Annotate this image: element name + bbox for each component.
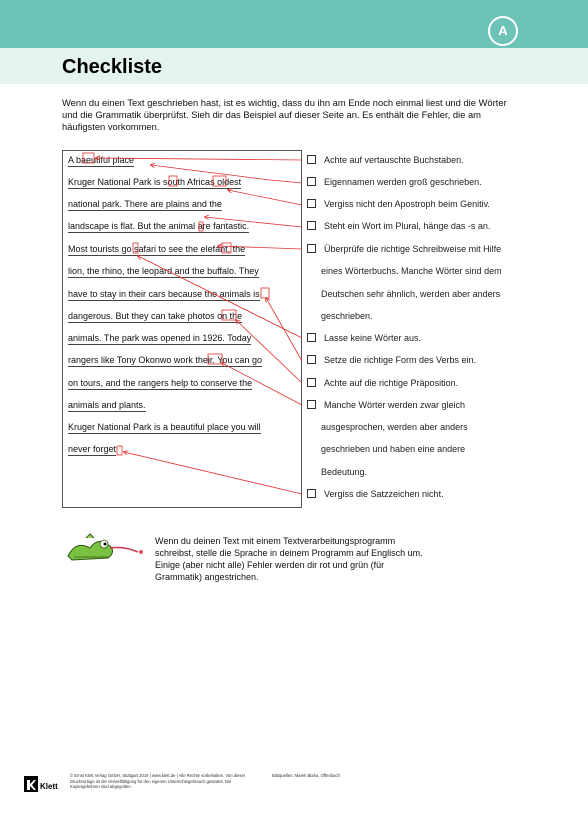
checklist-continuation: ausgesprochen, werden aber anders: [321, 422, 468, 432]
checklist-text: Eigennamen werden groß geschrieben.: [324, 177, 482, 187]
checkbox-icon[interactable]: [307, 244, 316, 253]
checklist-text: Vergiss nicht den Apostroph beim Genitiv.: [324, 199, 490, 209]
sample-line: Kruger National Park is south Africas oldest: [68, 177, 242, 187]
checklist-item: [307, 355, 476, 365]
checklist-item: [307, 400, 465, 410]
checklist-text: Überprüfe die richtige Schreibweise mit Hilfe: [324, 244, 502, 254]
logo-text: Klett: [40, 782, 58, 791]
sample-line: national park. There are plains and the: [68, 199, 222, 209]
page-title: Checkliste: [62, 56, 163, 78]
sample-line: landscape is flat. But the animal are fantastic.: [68, 221, 250, 231]
sample-line: Most tourists go safari to see the elefant, the: [68, 244, 246, 254]
sample-line: never forget: [68, 444, 117, 454]
sample-line: animals. The park was opened in 1926. Today: [68, 333, 252, 343]
checkbox-icon[interactable]: [307, 221, 316, 230]
checkbox-icon[interactable]: [307, 489, 316, 498]
intro-text: Wenn du einen Text geschrieben hast, ist es wichtig, dass du ihn am Ende noch einmal liest und die Wörter und die Grammatik überprüfst. Sieh dir das Beispiel auf dieser Seite an. Es enthält die Fehler, die am häufigsten vorkommen.: [62, 97, 507, 132]
checklist-continuation: geschrieben und haben eine andere: [321, 444, 466, 454]
checklist-text: Manche Wörter werden zwar gleich: [324, 400, 466, 410]
image-credits: Bildquellen: Marek Blaha, Offenbach: [272, 773, 340, 778]
checklist-continuation: Bedeutung.: [321, 467, 368, 477]
checklist-item: [307, 244, 501, 254]
checklist-item: [307, 177, 482, 187]
checkbox-icon[interactable]: [307, 177, 316, 186]
tip-text: Wenn du deinen Text mit einem Textverarbeitungsprogramm schreibst, stelle die Sprache in deinem Programm auf Englisch um. Einige (aber nicht alle) Fehler werden dir rot und grün (für Grammatik) angestrichen.: [155, 536, 423, 582]
worksheet-badge: A: [488, 16, 518, 46]
checklist-text: Setze die richtige Form des Verbs ein.: [324, 355, 477, 365]
klett-logo-icon: [24, 772, 64, 794]
checkbox-icon[interactable]: [307, 199, 316, 208]
checkbox-icon[interactable]: [307, 400, 316, 409]
checklist-item: [307, 199, 490, 209]
checklist-continuation: geschrieben.: [321, 311, 373, 321]
checkbox-icon[interactable]: [307, 378, 316, 387]
checklist-item: [307, 333, 421, 343]
checkbox-icon[interactable]: [307, 155, 316, 164]
checklist-text: Achte auf vertauschte Buchstaben.: [324, 155, 464, 165]
checklist-item: [307, 489, 444, 499]
sample-line: on tours, and the rangers help to conserve the: [68, 378, 253, 388]
sample-line: Kruger National Park is a beautiful place you will: [68, 422, 261, 432]
sample-line: lion, the rhino, the leopard and the buffalo. They: [68, 266, 259, 276]
checklist-continuation: eines Wörterbuchs. Manche Wörter sind dem: [321, 266, 502, 276]
checkbox-icon[interactable]: [307, 355, 316, 364]
checklist-item: [307, 155, 464, 165]
checklist-text: Lasse keine Wörter aus.: [324, 333, 422, 343]
copyright-text: © Ernst Klett Verlag GmbH, Stuttgart 2019 | www.klett.de | Alle Rechte vorbehalten. Von dieser Druckvorlage ist die Vervielfältigung für den eigenen Unterrichtsgebrauch gestattet. Die Kopiergebühren sind abgegolten.: [70, 773, 246, 790]
checklist-item: [307, 221, 490, 231]
checklist-text: Steht ein Wort im Plural, hänge das -s an.: [324, 221, 491, 231]
checkbox-icon[interactable]: [307, 333, 316, 342]
checklist-item: [307, 378, 458, 388]
checklist-text: Achte auf die richtige Präposition.: [324, 378, 459, 388]
sample-line: A baeutiful place: [68, 155, 135, 165]
sample-line: rangers like Tony Okonwo work their. You can go: [68, 355, 262, 365]
sample-line: animals and plants.: [68, 400, 146, 410]
sample-line: have to stay in their cars because the animals is: [68, 289, 260, 299]
checklist-text: Vergiss die Satzzeichen nicht.: [324, 489, 444, 499]
checklist-continuation: Deutschen sehr ähnlich, werden aber anders: [321, 289, 501, 299]
bookworm-icon: [64, 530, 152, 564]
sample-line: dangerous. But they can take photos on the: [68, 311, 243, 321]
